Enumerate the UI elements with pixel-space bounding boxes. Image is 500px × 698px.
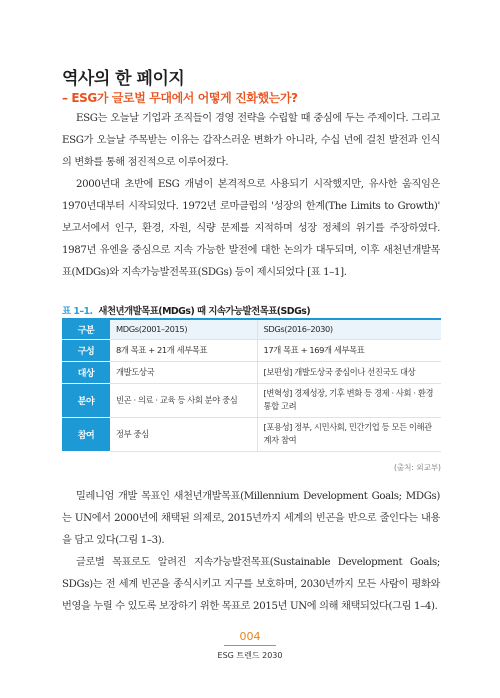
sdgs-cell: SDGs(2016–2030) (257, 319, 441, 339)
body-paragraph-1: ESG는 오늘날 기업과 조직들이 경영 전략을 수립할 때 중심에 두는 주제이다. 그리고 ESG가 오늘날 주목받는 이유는 갑작스러운 변화가 아니라, 수십 년에 걸친 발전과 인식의 변화를 통해 점진적으로 이루어졌다. (62, 113, 440, 168)
table-row (62, 361, 441, 383)
sdgs-cell: [변혁성] 경제성장, 기후 변화 등 경제 · 사회 · 환경 통합 고려 (257, 383, 441, 417)
table-caption-label: 표 1–1. (62, 306, 93, 317)
page-number: 004 (239, 630, 261, 643)
body-paragraph-4: 글로벌 목표로도 알려진 지속가능발전목표(Sustainable Development Goals; SDGs)는 전 세계 빈곤을 종식시키고 지구를 보호하며, 2030년까지 모든 사람이 평화와 번영을 누릴 수 있도록 보장하기 위한 목표로 2015년 UN에 의해 채택되었다(그림 1–4). (62, 557, 440, 612)
mdgs-cell: 빈곤 · 의료 · 교육 등 사회 분야 중심 (110, 383, 257, 417)
sdgs-cell: 17개 목표 + 169개 세부목표 (257, 339, 441, 361)
table-caption-text: 새천년개발목표(MDGs) 때 지속가능발전목표(SDGs) (98, 306, 311, 317)
table-row (62, 319, 441, 339)
page-number-rule (224, 645, 276, 646)
body-paragraph-3: 밀레니엄 개발 목표인 새천년개발목표(Millennium Development Goals; MDGs)는 UN에서 2000년에 채택된 의제로, 2015년까지 세계의 빈곤을 반으로 줄인다는 내용을 담고 있다(그림 1–3). (62, 491, 440, 546)
mdgs-cell: 8개 목표 + 21개 세부목표 (110, 339, 257, 361)
sdgs-cell: [보편성] 개발도상국 중심이나 선진국도 대상 (257, 361, 441, 383)
table-source: (출처: 외교부) (394, 463, 441, 472)
mdgs-cell: 개발도상국 (110, 361, 257, 383)
section-title: 역사의 한 페이지 (62, 69, 185, 89)
running-title: ESG 트렌드 2030 (217, 651, 283, 660)
table-row (62, 417, 441, 451)
comparison-table (62, 318, 441, 452)
row-header: 구분 (62, 319, 110, 339)
mdgs-cell: MDGs(2001–2015) (110, 319, 257, 339)
section-subtitle: – ESG가 글로벌 무대에서 어떻게 진화했는가? (62, 91, 298, 105)
row-header: 대상 (62, 361, 110, 383)
row-header: 구성 (62, 339, 110, 361)
table-caption (62, 303, 442, 317)
sdgs-cell: [포용성] 정부, 시민사회, 민간기업 등 모든 이해관계자 참여 (257, 417, 441, 451)
mdgs-cell: 정부 중심 (110, 417, 257, 451)
table-row (62, 383, 441, 417)
row-header: 참여 (62, 417, 110, 451)
row-header: 분야 (62, 383, 110, 417)
body-paragraph-2: 2000년대 초반에 ESG 개념이 본격적으로 사용되기 시작했지만, 유사한 움직임은 1970년대부터 시작되었다. 1972년 로마클럽의 '성장의 한계(The Limits to Growth)' 보고서에서 인구, 환경, 자원, 식량 문제를 지적하며 성장 정체의 위기를 주장하였다. 1987년 유엔을 중심으로 지속 가능한 발전에 대한 논의가 대두되며, 이후 새천년개발목표(MDGs)와 지속가능발전목표(SDGs) 등이 제시되었다 [표 1–1]. (62, 179, 440, 278)
table-row (62, 339, 441, 361)
